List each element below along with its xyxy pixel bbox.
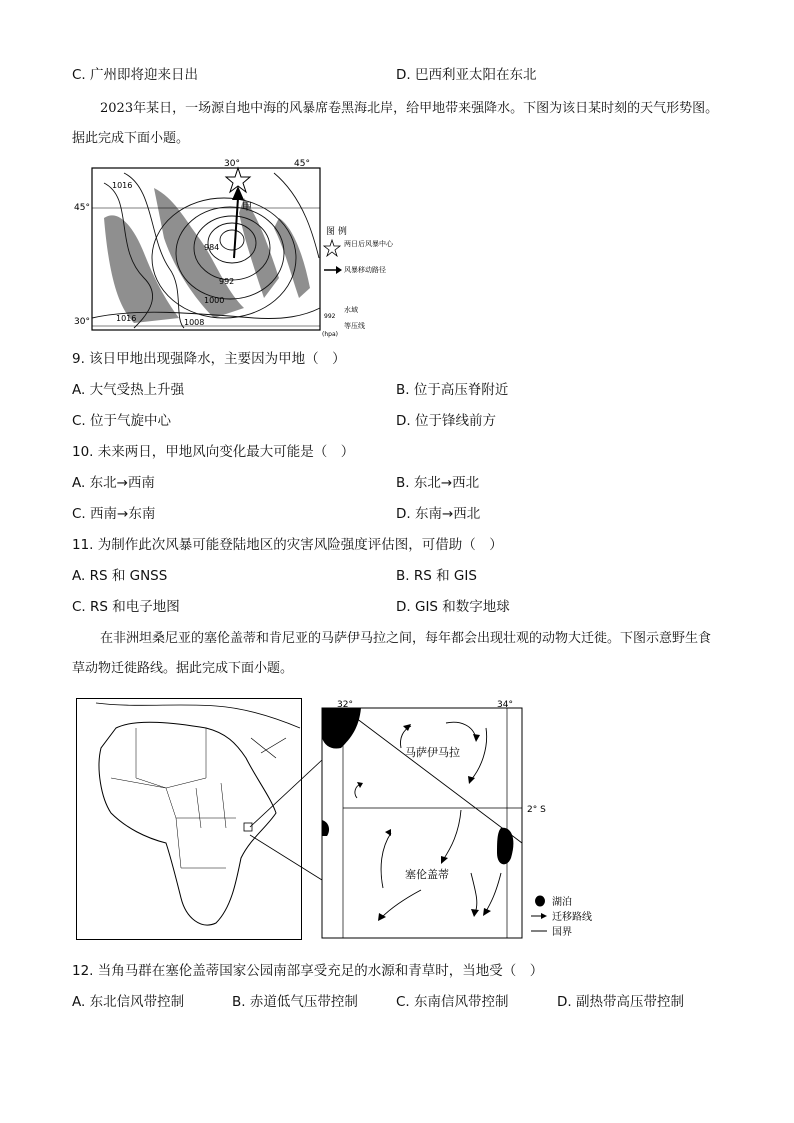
lat-45-label: 45°: [74, 203, 90, 213]
q9-option-d[interactable]: D. 位于锋线前方: [396, 413, 496, 429]
q9-option-a[interactable]: A. 大气受热上升强: [72, 382, 185, 398]
lon-45-label: 45°: [294, 159, 310, 169]
legend-isobar-sym: 992: [324, 313, 336, 320]
lon-30-label: 30°: [224, 159, 240, 169]
isobar-label: 1008: [184, 318, 205, 327]
route-arrow-icon: [541, 913, 547, 919]
q12-option-c[interactable]: C. 东南信风带控制: [396, 994, 509, 1010]
q12-option-b[interactable]: B. 赤道低气压带控制: [232, 994, 358, 1010]
q11-option-a[interactable]: A. RS 和 GNSS: [72, 568, 168, 584]
serengeti-label: 塞伦盖蒂: [405, 868, 449, 881]
isobar-label: 1016: [112, 181, 133, 190]
legend-isobar: 等压线: [344, 322, 365, 330]
lat-30-label: 30°: [74, 317, 90, 327]
lat-2s-label: 2° S: [527, 805, 546, 815]
q9-option-c[interactable]: C. 位于气旋中心: [72, 413, 172, 429]
q11-option-c[interactable]: C. RS 和电子地图: [72, 599, 180, 615]
passage-migration: 在非洲坦桑尼亚的塞伦盖蒂和肯尼亚的马萨伊马拉之间，每年都会出现壮观的动物大迁徙。下图示意野生食草动物迁徙路线。据此完成下面小题。: [72, 631, 712, 676]
isobar-label: 992: [219, 277, 235, 286]
serengeti-map: [321, 698, 601, 942]
q11-stem: 11. 为制作此次风暴可能登陆地区的灾害风险强度评估图，可借助（ ）: [72, 537, 503, 553]
q10-option-a[interactable]: A. 东北→西南: [72, 475, 155, 491]
q10-stem: 10. 未来两日，甲地风向变化最大可能是（ ）: [72, 444, 355, 460]
q10-option-d[interactable]: D. 东南→西北: [396, 506, 481, 522]
legend-route: 迁移路线: [552, 912, 592, 923]
legend-water: 水域: [344, 306, 358, 314]
legend-unit: (hpa): [322, 331, 338, 338]
q11-option-d[interactable]: D. GIS 和数字地球: [396, 599, 510, 615]
q10-option-b[interactable]: B. 东北→西北: [396, 475, 480, 491]
lon-34-label: 34°: [497, 700, 513, 710]
legend-arrow: 风暴移动路径: [344, 266, 386, 274]
isobar-label: 1016: [116, 314, 137, 323]
passage-storm: 2023年某日，一场源自地中海的风暴席卷黑海北岸，给甲地带来强降水。下图为该日某时刻的天气形势图。据此完成下面小题。: [72, 101, 719, 146]
lon-32-label: 32°: [337, 700, 353, 710]
q12-option-a[interactable]: A. 东北信风带控制: [72, 994, 185, 1010]
q9-option-b[interactable]: B. 位于高压脊附近: [396, 382, 509, 398]
legend-lake: 湖泊: [552, 897, 572, 908]
legend-star: 两日后风暴中心: [344, 240, 393, 248]
q11-option-b[interactable]: B. RS 和 GIS: [396, 568, 477, 584]
option-c-prev: C. 广州即将迎来日出: [72, 67, 199, 83]
legend-border: 国界: [552, 927, 572, 938]
legend-title: 图 例: [326, 227, 347, 237]
masai-mara-label: 马萨伊马拉: [405, 746, 460, 759]
option-d-prev: D. 巴西利亚太阳在东北: [396, 67, 537, 83]
isobar-label: 984: [204, 243, 220, 252]
place-jia: 甲: [242, 202, 252, 213]
q12-option-d[interactable]: D. 副热带高压带控制: [557, 994, 684, 1010]
isobar-label: 1000: [204, 296, 225, 305]
q12-stem: 12. 当角马群在塞伦盖蒂国家公园南部享受充足的水源和青草时，当地受（ ）: [72, 963, 544, 979]
q10-option-c[interactable]: C. 西南→东南: [72, 506, 156, 522]
lake-icon: [535, 896, 545, 907]
q9-stem: 9. 该日甲地出现强降水，主要因为甲地（ ）: [72, 351, 346, 367]
